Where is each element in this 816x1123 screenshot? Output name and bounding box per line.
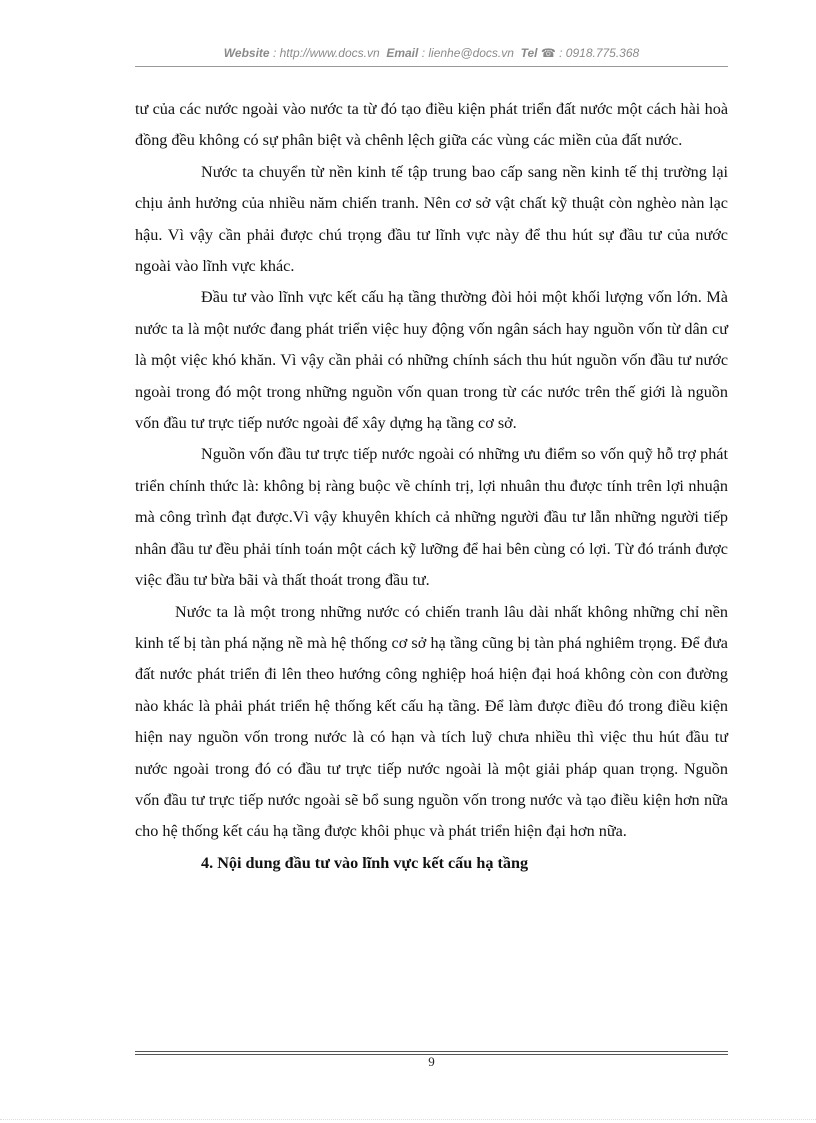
paragraph-war-impact: Nước ta là một trong những nước có chiến tranh lâu dài nhất không những chỉ nền kinh tế bị tàn phá nặng nề mà hệ thống cơ sở hạ tầng cũng bị tàn phá nghiêm trọng. Để đưa đất nước phát triển đi lên theo hướng công nghiệp hoá hiện đại hoá không còn con đường nào khác là phải phát triển hệ thống kết cấu hạ tầng. Để làm được điều đó trong điều kiện hiện nay nguồn vốn trong nước là có hạn và tích luỹ chưa nhiều thì việc thu hút đầu tư nước ngoài trong đó có đầu tư trực tiếp nước ngoài là một giải pháp quan trọng. Nguồn vốn đầu tư trực tiếp nước ngoài sẽ bổ sung nguồn vốn trong nước và tạo điều kiện hơn nữa cho hệ thống kết cáu hạ tầng được khôi phục và phát triển hiện đại hơn nữa. [135, 602, 728, 841]
website-value: : http://www.docs.vn [272, 46, 380, 60]
tel-value: ☎ : 0918.775.368 [540, 46, 640, 60]
page-header [135, 46, 728, 60]
page-edge [0, 1119, 816, 1120]
website-label: Website [223, 46, 270, 60]
email-value: : lienhe@docs.vn [421, 46, 514, 60]
tel-label: Tel [520, 46, 538, 60]
paragraph-economy: Nước ta chuyển từ nền kinh tế tập trung bao cấp sang nền kinh tế thị trường lại chịu ảnh hưởng của nhiều năm chiến tranh. Nên cơ sở vật chất kỹ thuật còn nghèo nàn lạc hậu. Vì vậy cần phải được chú trọng đầu tư lĩnh vực này để thu hút sự đầu tư của nước ngoài vào lĩnh vực khác. [135, 162, 728, 276]
email-label: Email [386, 46, 419, 60]
page-number: 9 [428, 1054, 435, 1069]
paragraph-capital: Đầu tư vào lĩnh vực kết cấu hạ tầng thường đòi hỏi một khối lượng vốn lớn. Mà nước ta là một nước đang phát triển việc huy động vốn ngân sách hay nguồn vốn từ dân cư là một việc khó khăn. Vì vậy cần phải có những chính sách thu hút nguồn vốn đầu tư nước ngoài trong đó một trong những nguồn vốn quan trong từ các nước trên thế giới là nguồn vốn đầu tư trực tiếp nước ngoài để xây dựng hạ tầng cơ sở. [135, 288, 728, 433]
section-heading: 4. Nội dung đầu tư vào lĩnh vực kết cấu hạ tầng [201, 853, 529, 872]
document-body [135, 94, 728, 879]
paragraph-fdi-advantages: Nguồn vốn đầu tư trực tiếp nước ngoài có những ưu điểm so vốn quỹ hỗ trợ phát triển chính thức là: không bị ràng buộc về chính trị, lợi nhuân thu được tính trên lợi nhuận mà công trình đạt được.Vì vậy khuyên khích cả những người đầu tư lẫn những người tiếp nhân đầu tư đều phải tính toán một cách kỹ lưỡng để hai bên cùng có lợi. Từ đó tránh được việc đầu tư bừa bãi và thất thoát trong đầu tư. [135, 445, 728, 590]
header-divider [135, 66, 728, 67]
paragraph-continuation: tư của các nước ngoài vào nước ta từ đó tạo điều kiện phát triển đất nước một cách hài hoà đồng đều không có sự phân biệt và chênh lệch giữa các vùng các miền của đất nước. [135, 100, 728, 150]
